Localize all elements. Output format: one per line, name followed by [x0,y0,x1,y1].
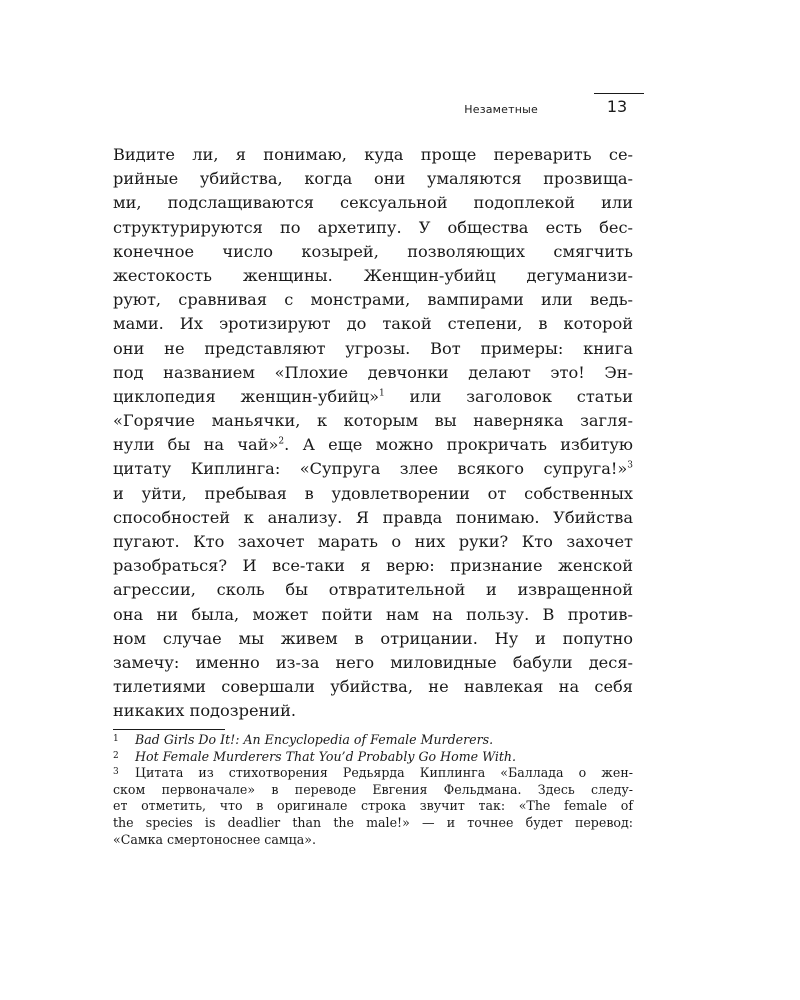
running-title: Незаметные [464,103,538,116]
body-line [113,433,633,457]
body-line: руют, сравнивая с монстрами, вампирами или ведь- [113,290,633,310]
footnote-number: 2 [113,750,119,761]
footnotes [113,732,633,848]
footnote-2 [113,749,633,766]
body-line: под названием «Плохие девчонки делают это! Эн- [113,362,633,382]
body-line: пугают. Кто захочет марать о них руки? Кто захочет [113,532,633,551]
footnote-marker: 1 [379,388,385,399]
body-line: Видите ли, я понимаю, куда проще переварить се- [113,145,633,164]
footnote-text-line: the species is deadlier than the male!» — и точнее будет перевод: [113,814,633,830]
body-line: мами. Их эротизируют до такой степени, в которой [113,314,633,334]
footnote-number: 3 [113,767,119,778]
footnote-number: 1 [113,734,119,744]
body-line-segment: цитату Киплинга: «Супруга злее всякого супруга!» [113,459,628,479]
footnote-marker: 2 [278,436,285,447]
body-text [113,143,633,724]
body-line [113,385,633,409]
body-line: и уйти, пребывая в удовлетворении от собственных [113,483,633,503]
body-line-segment: нули бы на чай» [113,435,279,455]
footnote-text: Hot Female Murderers That You’d Probably Go Home With. [135,748,517,764]
body-line: она ни была, может пойти нам на пользу. В против- [113,604,633,624]
footnote-text-line: ском первоначале» в переводе Евгения Фельдмана. Здесь следу- [113,781,633,797]
footnote-3 [113,765,633,848]
body-line: разобраться? И все-таки я верю: признание женской [113,556,633,576]
body-line: тилетиями совершали убийства, не навлекая на себя [113,677,633,697]
footnote-text-line: «Самка смертоноснее самца». [113,831,316,847]
body-line: агрессии, сколь бы отвратительной и извращенной [113,580,633,600]
body-line: ми, подслащиваются сексуальной подоплекой или [113,193,633,213]
body-line: структурируются по архетипу. У общества есть бес- [113,217,633,237]
folio-rule [594,93,644,94]
footnote-text-line: Цитата из стихотворения Редьярда Киплинга «Баллада о жен- [135,765,633,781]
footnote-separator [113,729,225,730]
body-line: жестокость женщины. Женщин-убийц дегуманизи- [113,265,633,285]
body-line-segment: или заголовок статьи [384,386,633,406]
body-line: замечу: именно из-за него миловидные бабули деся- [113,652,633,672]
body-line: «Горячие маньячки, к которым вы наверняка загля- [113,411,633,431]
body-line: способностей к анализу. Я правда понимаю. Убийства [113,507,633,527]
body-line [113,457,633,481]
page-number: 13 [606,97,628,116]
body-line: рийные убийства, когда они умаляются прозвища- [113,169,633,189]
footnote-text: Bad Girls Do It!: An Encyclopedia of Female Murderers. [135,732,494,747]
body-line: никаких подозрений. [113,701,297,721]
body-line-segment: . А еще можно прокричать избитую [284,435,633,455]
body-line-segment: циклопедия женщин-убийц» [113,386,380,406]
footnote-marker: 3 [627,461,633,472]
body-line: они не представляют угрозы. Вот примеры: книга [113,338,633,358]
footnote-text-line: ет отметить, что в оригинале строка звучит так: «The female of [113,798,633,814]
footnote-1 [113,732,633,749]
body-line: конечное число козырей, позволяющих смягчить [113,241,633,261]
body-line: ном случае мы живем в отрицании. Ну и попутно [113,628,633,648]
